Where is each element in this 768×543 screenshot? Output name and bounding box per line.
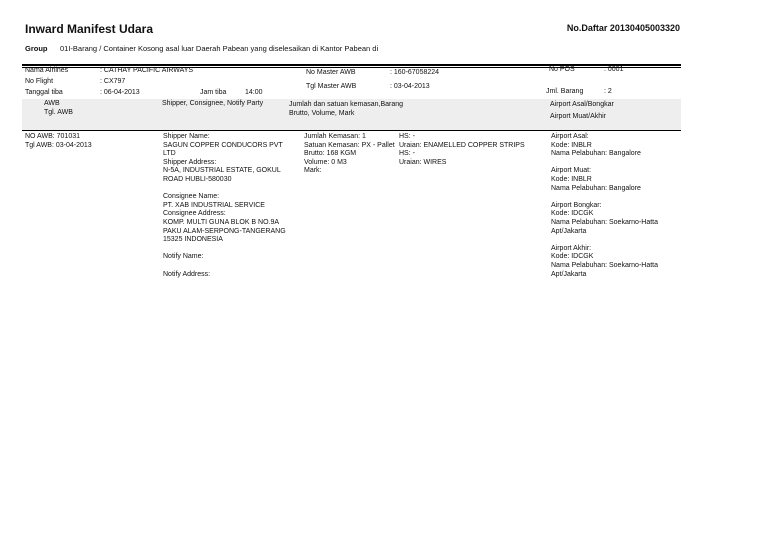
arrival-time-label: Jam tiba: [200, 89, 227, 96]
divider-header-bottom: [22, 130, 681, 131]
master-awb-date-value: : 03-04-2013: [390, 83, 430, 90]
pos-value: : 0001: [604, 66, 624, 73]
arrival-date-value: : 06-04-2013: [100, 89, 140, 96]
pos-label: No POS: [549, 66, 575, 73]
flight-value: : CX797: [100, 78, 126, 85]
item-count-label: Jml. Barang: [546, 88, 584, 95]
awb-date: Tgl AWB: 03-04-2013: [25, 142, 92, 149]
group-value: 01I-Barang / Container Kosong asal luar Daerah Pabean yang diselesaikan di Kantor Pabean di: [60, 44, 379, 53]
col-tgl-awb: Tgl. AWB: [44, 109, 73, 116]
master-awb-label: No Master AWB: [306, 69, 356, 76]
item-count-value: : 2: [604, 88, 612, 95]
hs-description-block: HS: - Uraian: ENAMELLED COPPER STRIPS HS: - Uraian: WIRES: [399, 133, 525, 166]
col-airport-asal: Airport Asal/Bongkar: [550, 101, 614, 108]
arrival-date-label: Tanggal tiba: [25, 89, 63, 96]
awb-number: NO AWB: 701031: [25, 133, 80, 140]
col-airport-muat: Airport Muat/Akhir: [550, 113, 607, 120]
package-quantity-block: Jumlah Kemasan: 1 Satuan Kemasan: PX - Pallet Brutto: 168 KGM Volume: 0 M3 Mark:: [304, 133, 395, 175]
divider-top: [22, 64, 681, 66]
col-shipper: Shipper, Consignee, Notify Party: [162, 100, 264, 107]
flight-label: No Flight: [25, 78, 54, 85]
col-awb: AWB: [44, 100, 60, 107]
registration-number: No.Daftar 20130405003320: [566, 23, 680, 33]
shipper-consignee-block: Shipper Name: SAGUN COPPER CONDUCORS PVT LTD Shipper Address: N-5A, INDUSTRIAL ESTATE, GOKUL ROAD HUBLI-580030 Consignee Name: PT. XAB INDUSTRIAL SERVICE Consignee Address: KOMP. MULTI GUNA BLOK B NO.9A PAKU ALAM-SERPONG-TANGERANG 15325 INDONESIA Notify Name: Notify Address:: [163, 133, 286, 278]
document-title: Inward Manifest Udara: [25, 22, 154, 36]
arrival-time-value: 14:00: [245, 89, 263, 96]
master-awb-value: : 160-67058224: [390, 69, 440, 76]
airport-block: Airport Asal: Kode: INBLR Nama Pelabuhan: Bangalore Airport Muat: Kode: INBLR Nama Pelabuhan: Bangalore Airport Bongkar: Kode: IDCGK Nama Pelabuhan: Soekarno-Hatta Apt/Jakarta Airport Akhir: Kode: IDCGK Nama Pelabuhan: Soekarno-Hatta Apt/Jakarta: [551, 133, 659, 278]
col-jumlah: Jumlah dan satuan kemasan,Barang: [289, 101, 404, 108]
col-brutto: Brutto, Volume, Mark: [289, 110, 355, 117]
airlines-value: : CATHAY PACIFIC AIRWAYS: [100, 67, 194, 74]
airlines-label: Nama Airlines: [25, 67, 69, 74]
master-awb-date-label: Tgl Master AWB: [306, 83, 357, 90]
group-label: Group: [25, 44, 48, 53]
